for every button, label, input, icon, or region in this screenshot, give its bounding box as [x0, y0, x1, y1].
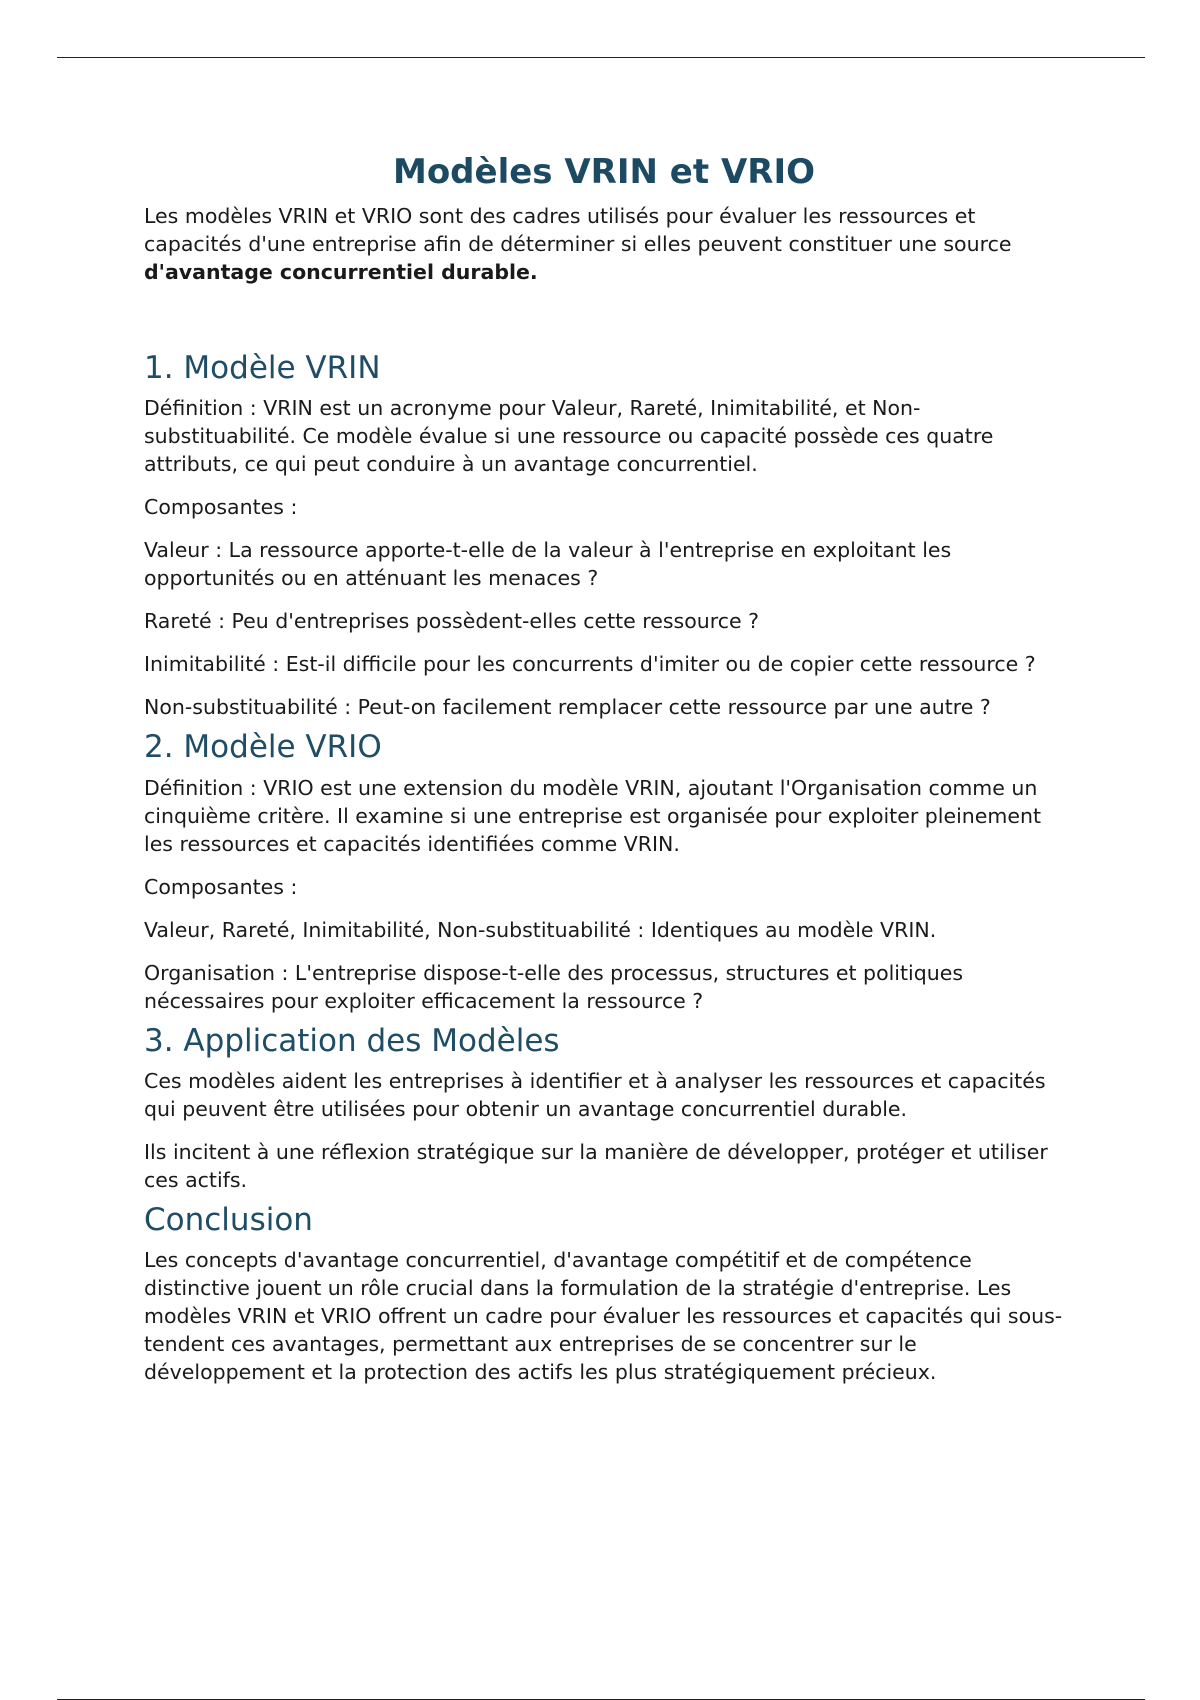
section-heading: 2. Modèle VRIO — [144, 729, 382, 766]
application-paragraph: Ces modèles aident les entreprises à identifier et à analyser les ressources et capacités qui peuvent être utilisées pour obtenir un avantage concurrentiel durable. — [144, 1069, 1046, 1122]
vrio-shared-criteria: Valeur, Rareté, Inimitabilité, Non-substituabilité : Identiques au modèle VRIN. — [144, 917, 937, 942]
vrin-definition: Définition : VRIN est un acronyme pour Valeur, Rareté, Inimitabilité, et Non-substituabilité. Ce modèle évalue si une ressource ou capacité possède ces quatre attributs, ce qui peut conduire à un avantage concurrentiel. — [144, 396, 994, 477]
intro-bold-text: d'avantage concurrentiel durable. — [144, 260, 538, 285]
intro-paragraph — [144, 202, 1064, 286]
section-heading: 1. Modèle VRIN — [144, 350, 381, 387]
vrio-components-label: Composantes : — [144, 874, 298, 899]
document-title: Modèles VRIN et VRIO — [392, 152, 815, 192]
application-paragraph: Ils incitent à une réflexion stratégique sur la manière de développer, protéger et utiliser ces actifs. — [144, 1140, 1048, 1193]
section-vrio — [144, 727, 1064, 1014]
header-rule — [57, 57, 1145, 58]
intro-text: Les modèles VRIN et VRIO sont des cadres utilisés pour évaluer les ressources et capacités d'une entreprise afin de déterminer si elles peuvent constituer une source — [144, 204, 1012, 257]
section-application — [144, 1021, 1064, 1194]
vrin-non-substitutability: Non-substituabilité : Peut-on facilement remplacer cette ressource par une autre ? — [144, 695, 991, 720]
document-body — [144, 150, 1064, 1401]
vrin-components-label: Composantes : — [144, 495, 298, 520]
section-vrin — [144, 348, 1064, 721]
section-heading: Conclusion — [144, 1202, 313, 1239]
vrin-inimitability: Inimitabilité : Est-il difficile pour les concurrents d'imiter ou de copier cette ressource ? — [144, 652, 1036, 677]
section-heading: 3. Application des Modèles — [144, 1022, 560, 1059]
vrio-definition: Définition : VRIO est une extension du modèle VRIN, ajoutant l'Organisation comme un cinquième critère. Il examine si une entreprise est organisée pour exploiter pleinement les ressources et capacités identifiées comme VRIN. — [144, 775, 1042, 856]
vrio-organisation: Organisation : L'entreprise dispose-t-elle des processus, structures et politiques nécessaires pour exploiter efficacement la ressource ? — [144, 960, 964, 1013]
vrin-rarity: Rareté : Peu d'entreprises possèdent-elles cette ressource ? — [144, 609, 760, 634]
vrin-value: Valeur : La ressource apporte-t-elle de la valeur à l'entreprise en exploitant les opportunités ou en atténuant les menaces ? — [144, 538, 952, 591]
section-conclusion — [144, 1200, 1064, 1386]
conclusion-paragraph: Les concepts d'avantage concurrentiel, d'avantage compétitif et de compétence distinctive jouent un rôle crucial dans la formulation de la stratégie d'entreprise. Les modèles VRIN et VRIO offrent un cadre pour évaluer les ressources et capacités qui sous-tendent ces avantages, permettant aux entreprises de se concentrer sur le développement et la protection des actifs les plus stratégiquement précieux. — [144, 1248, 1063, 1385]
